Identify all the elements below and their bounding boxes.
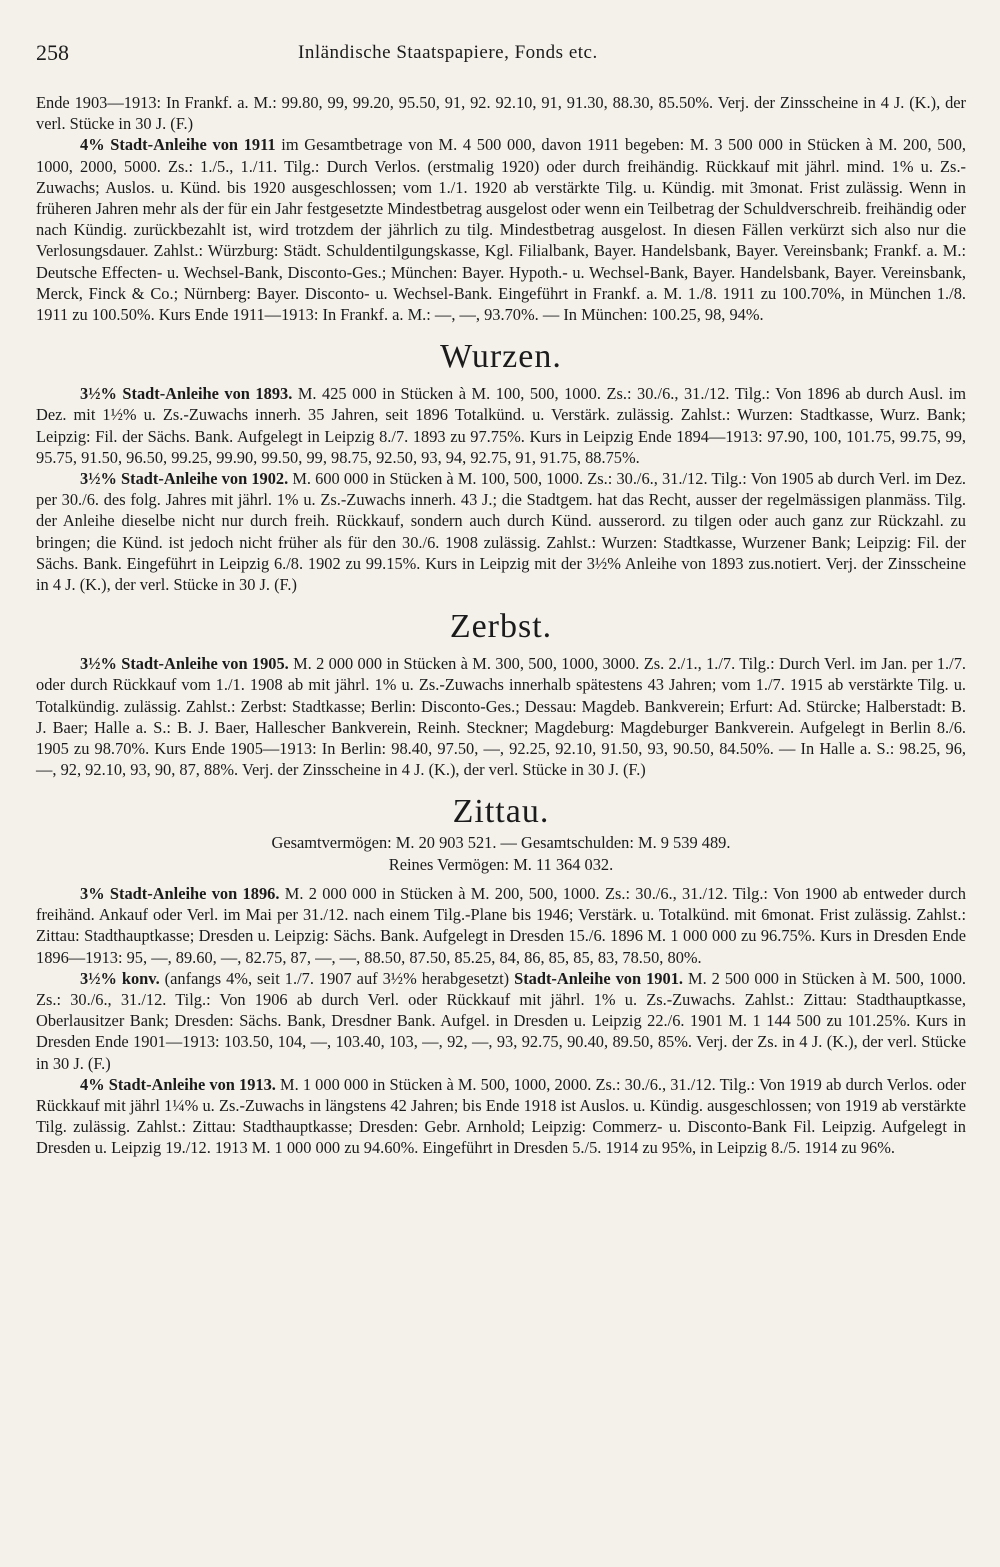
loan-title: 3½% Stadt-Anleihe von 1902. bbox=[80, 469, 289, 489]
wurzen-loan-1902: 3½% Stadt-Anleihe von 1902. M. 600 000 in Stücken à M. 100, 500, 1000. Zs.: 30./6., 31./12. Tilg.: Von 1905 ab durch Verl. im Dez. per 30./6. des folg. Jahres mit jährl. 1% u. Zs.-Zuwachs innerh. 43 J.; die Stadtgem. hat das Recht, ausser der regelmässigen planmäss. Tilg. der Anleihe dieselbe nicht nur durch freih. Rückkauf, sondern auch durch Künd. ausserord. zu tilgen oder auch ganz zur Rückzahl. zu bringen; die Künd. ist jedoch nicht früher als für den 30./6. 1908 zulässig. Zahlst.: Wurzen: Stadtkasse, Wurzener Bank; Leipzig: Fil. der Sächs. Bank. Eingeführt in Leipzig 6./8. 1902 zu 99.15%. Kurs in Leipzig mit der 3½% Anleihe von 1893 zus.notiert. Verj. der Zinsscheine in 4 J. (K.), der verl. Stücke in 30 J. (F.) bbox=[36, 469, 966, 595]
zerbst-loan-1905: 3½% Stadt-Anleihe von 1905. M. 2 000 000 in Stücken à M. 300, 500, 1000, 3000. Zs. 2./1., 1./7. Tilg.: Durch Verl. im Jan. per 1./7. oder durch Rückkauf vom 1./1. 1908 ab mit jährl. 1% u. Zs.-Zuwachs innerhalb spätestens 43 Jahren; vom 1./7. 1915 ab verstärkte Tilg. u. Totalkündig. zulässig. Zahlst.: Zerbst: Stadtkasse; Berlin: Disconto-Ges.; Dessau: Magdeb. Bankverein; Erfurt: Ad. Stürcke; Halberstadt: B. J. Baer; Halle a. S.: B. J. Baer, Hallescher Bankverein, Reinh. Steckner; Magdeburg: Magdeburger Bankverein. Aufgelegt in Berlin 8./6. 1905 zu 98.70%. Kurs Ende 1905—1913: In Berlin: 98.40, 97.50, —, 92.25, 92.10, 91.50, 93, 90.50, 84.50%. — In Halle a. S.: 98.25, 96, —, 92, 92.10, 93, 90, 87, 88%. Verj. der Zinsscheine in 4 J. (K.), der verl. Stücke in 30 J. (F.) bbox=[36, 654, 966, 780]
loan-title: 4% Stadt-Anleihe von 1911 bbox=[80, 135, 276, 155]
intro-paragraph: Ende 1903—1913: In Frankf. a. M.: 99.80, 99, 99.20, 95.50, 91, 92. 92.10, 91, 91.30, 88.30, 85.50%. Verj. der Zinsscheine in 4 J. (K.), der verl. Stücke in 30 J. (F.) bbox=[36, 93, 966, 134]
page-number: 258 bbox=[36, 40, 69, 65]
loan-title: 3½% Stadt-Anleihe von 1905. bbox=[80, 654, 289, 674]
loan-title: 3½% konv. bbox=[80, 968, 160, 988]
section-heading-zerbst: Zerbst. bbox=[449, 608, 553, 646]
loan-title: Stadt-Anleihe von 1901. bbox=[514, 968, 683, 988]
wurzen-loan-1893: 3½% Stadt-Anleihe von 1893. M. 425 000 in Stücken à M. 100, 500, 1000. Zs.: 30./6., 31./12. Tilg.: Von 1896 ab durch Ausl. im Dez. mit 1½% u. Zs.-Zuwachs innerh. 35 Jahren, seit 1896 Totalkünd. u. Verstärk. zulässig. Zahlst.: Wurzen: Stadtkasse, Wurz. Bank; Leipzig: Fil. der Sächs. Bank. Aufgelegt in Leipzig 8./7. 1893 zu 97.75%. Kurs in Leipzig Ende 1894—1913: 97.90, 100, 101.75, 99.75, 99, 95.75, 91.50, 96.50, 99.25, 99.90, 99.50, 99, 98.75, 92.50, 93, 94, 92.75, 91, 91.75, 88.75%. bbox=[36, 384, 966, 467]
running-title: Inländische Staatspapiere, Fonds etc. bbox=[298, 42, 598, 63]
zittau-loan-1901: 3½% konv. (anfangs 4%, seit 1./7. 1907 auf 3½% herabgesetzt) Stadt-Anleihe von 1901. M. 2 500 000 in Stücken à M. 500, 1000. Zs.: 30./6., 31./12. Tilg.: Von 1906 ab durch Verl. oder Rückkauf mit jährl. 1% u. Zs.-Zuwachs. Zahlst.: Zittau: Stadthauptkasse, Oberlausitzer Bank; Dresden: Sächs. Bank, Dresdner Bank. Aufgel. in Dresden u. Leipzig 22./6. 1901 M. 1 144 500 zu 101.25%. Kurs in Dresden Ende 1901—1913: 103.50, 104, —, 103.40, 103, —, 92, —, 93, 92.75, 90.40, 89.50, 85%. Verj. der Zs. in 4 J. (K.), der verl. Stücke in 30 J. (F.) bbox=[36, 968, 966, 1073]
loan-title: 3% Stadt-Anleihe von 1896. bbox=[80, 883, 280, 903]
loan-title: 3½% Stadt-Anleihe von 1893. bbox=[80, 384, 293, 404]
zittau-loan-1896: 3% Stadt-Anleihe von 1896. M. 2 000 000 in Stücken à M. 200, 500, 1000. Zs.: 30./6., 31./12. Tilg.: Von 1900 ab entweder durch freihänd. Ankauf oder Verl. im Mai per 31./12. nach einem Tilg.-Plane bis 1946; Verstärk. u. Totalkünd. mit 6monat. Frist zulässig. Zahlst.: Zittau: Stadthauptkasse; Dresden u. Leipzig: Sächs. Bank. Aufgelegt in Dresden 15./6. 1896 M. 1 000 000 zu 96.75%. Kurs in Dresden Ende 1896—1913: 95, —, 89.60, —, 82.75, 87, —, —, 88.50, 87.50, 85.25, 84, 86, 85, 85, 83, 78.50, 80%. bbox=[36, 883, 966, 967]
intro-loan-1911: 4% Stadt-Anleihe von 1911 im Gesamtbetrage von M. 4 500 000, davon 1911 begeben: M. 3 500 000 in Stücken à M. 200, 500, 1000, 2000, 5000. Zs.: 1./5., 1./11. Tilg.: Durch Verlos. (erstmalig 1920) oder durch freihändig. Rückkauf mit jährl. mind. 1% u. Zs.-Zuwachs; Auslos. u. Künd. bis 1920 ausgeschlossen; vom 1./1. 1920 ab verstärkte Tilg. u. Kündig. mit 3monat. Frist zulässig. Wenn in früheren Jahren mehr als der für ein Jahr festgesetzte Mindestbetrag ausgelost oder wenn ein Teilbetrag der Schuldverschreib. freihändig oder nach Kündig. zurückbezahlt ist, wird trotzdem der jährlich zu tilg. Mindestbetrag ausgelost. In diesen Fällen verkürzt sich also nur die Verlosungsdauer. Zahlst.: Würzburg: Städt. Schuldentilgungskasse, Kgl. Filialbank, Bayer. Handelsbank, Bayer. Vereinsbank; Frankf. a. M.: Deutsche Effecten- u. Wechsel-Bank, Disconto-Ges.; München: Bayer. Hypoth.- u. Wechsel-Bank, Bayer. Handelsbank, Bayer. Vereinsbank, Merck, Finck & Co.; Nürnberg: Bayer. Disconto- u. Wechsel-Bank. Eingeführt in Frankf. a. M. 1./8. 1911 zu 100.70%, in München 1./8. 1911 zu 100.50%. Kurs Ende 1911—1913: In Frankf. a. M.: —, —, 93.70%. — In München: 100.25, 98, 94%. bbox=[36, 135, 966, 325]
zittau-loan-1913: 4% Stadt-Anleihe von 1913. M. 1 000 000 in Stücken à M. 500, 1000, 2000. Zs.: 30./6., 31./12. Tilg.: Von 1919 ab durch Verlos. oder Rückkauf mit jährl 1¼% u. Zs.-Zuwachs in längstens 42 Jahren; bis Ende 1918 ist Auslos. u. Kündig. ausgeschlossen; von 1919 ab verstärkte Tilg. zulässig. Zahlst.: Zittau: Stadthauptkasse; Dresden: Gebr. Arnhold; Leipzig: Commerz- u. Disconto-Bank Fil. Leipzig. Aufgelegt in Dresden u. Leipzig 19./12. 1913 M. 1 000 000 zu 94.60%. Eingeführt in Dresden 5./5. 1914 zu 95%, in Leipzig 8./5. 1914 zu 96%. bbox=[36, 1074, 966, 1158]
section-heading-zittau: Zittau. bbox=[452, 793, 550, 831]
page-body bbox=[36, 92, 966, 1159]
running-head bbox=[36, 40, 966, 74]
section-heading-wurzen: Wurzen. bbox=[440, 338, 562, 376]
loan-title: 4% Stadt-Anleihe von 1913. bbox=[80, 1074, 276, 1094]
zittau-summary-line-2: Reines Vermögen: M. 11 364 032. bbox=[388, 854, 614, 874]
zittau-summary-line-1: Gesamtvermögen: M. 20 903 521. — Gesamtschulden: M. 9 539 489. bbox=[271, 833, 731, 853]
